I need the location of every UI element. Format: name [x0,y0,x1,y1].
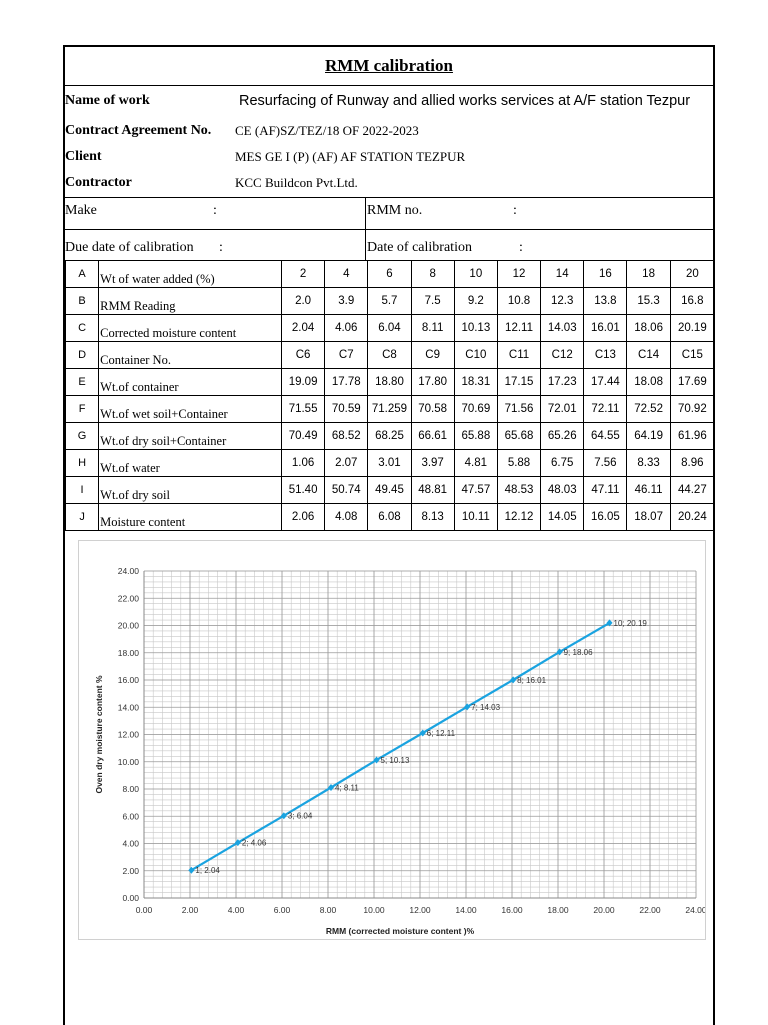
table-cell: 9.2 [454,288,497,315]
table-cell: 16.01 [584,315,627,342]
client-label: Client [65,149,102,164]
row-code: H [66,450,99,477]
x-tick-label: 2.00 [181,905,199,915]
table-cell: 61.96 [670,423,714,450]
table-cell: C6 [281,342,324,369]
row-code: E [66,369,99,396]
row-label: Wt.of container [99,369,282,396]
table-cell: 44.27 [670,477,714,504]
table-cell: 68.25 [368,423,411,450]
y-tick-label: 6.00 [122,811,139,822]
data-label: 3; 6.04 [287,811,313,821]
table-cell: 13.8 [584,288,627,315]
table-cell: 18.80 [368,369,411,396]
table-cell: 3.9 [325,288,368,315]
table-cell: 6.08 [368,504,411,531]
table-cell: 10.13 [454,315,497,342]
table-row [66,342,715,369]
table-cell: 2.06 [281,504,324,531]
table-cell: 72.11 [584,396,627,423]
table-cell: 6.04 [368,315,411,342]
table-cell: 50.74 [325,477,368,504]
table-row [66,423,715,450]
table-cell: C9 [411,342,454,369]
chart-area [78,540,706,940]
table-cell: 70.69 [454,396,497,423]
table-row [66,504,715,531]
rmm-no-colon: : [513,203,517,218]
x-tick-label: 14.00 [455,905,477,915]
table-cell: 20.19 [670,315,714,342]
table-cell: 18.06 [627,315,670,342]
table-cell: 65.68 [497,423,540,450]
data-label: 10; 20.19 [613,618,647,628]
table-cell: 15.3 [627,288,670,315]
x-tick-label: 16.00 [501,905,523,915]
table-cell: 10.11 [454,504,497,531]
table-cell: 19.09 [281,369,324,396]
divider [365,229,366,260]
table-cell: 17.80 [411,369,454,396]
y-tick-label: 10.00 [117,756,139,767]
x-tick-label: 24.00 [685,905,705,915]
title-row [65,47,713,86]
table-cell: 4.06 [325,315,368,342]
table-row [66,477,715,504]
row-code: B [66,288,99,315]
divider [365,197,366,229]
table-cell: C14 [627,342,670,369]
row-label: RMM Reading [99,288,282,315]
table-cell: 17.69 [670,369,714,396]
table-cell: 3.97 [411,450,454,477]
table-cell: 6 [368,261,411,288]
x-tick-label: 12.00 [409,905,431,915]
table-cell: 18 [627,261,670,288]
data-label: 8; 16.01 [517,675,547,685]
table-cell: 66.61 [411,423,454,450]
row-label: Wt.of dry soil+Container [99,423,282,450]
contractor-label: Contractor [65,175,132,190]
table-cell: 70.58 [411,396,454,423]
table-cell: 14.05 [541,504,584,531]
table-cell: 8.33 [627,450,670,477]
table-cell: 1.06 [281,450,324,477]
table-cell: 2 [281,261,324,288]
row-label: Wt.of wet soil+Container [99,396,282,423]
y-tick-label: 22.00 [117,593,139,604]
table-cell: 51.40 [281,477,324,504]
y-tick-label: 4.00 [122,838,139,849]
table-cell: C12 [541,342,584,369]
x-tick-label: 10.00 [363,905,385,915]
row-label: Wt.of dry soil [99,477,282,504]
x-tick-label: 20.00 [593,905,615,915]
data-label: 6; 12.11 [426,729,456,739]
table-cell: 5.88 [497,450,540,477]
table-cell: 47.57 [454,477,497,504]
table-cell: 14 [541,261,584,288]
table-cell: 8 [411,261,454,288]
table-cell: 20.24 [670,504,714,531]
y-tick-label: 14.00 [117,702,139,713]
y-tick-label: 16.00 [117,675,139,685]
y-tick-label: 0.00 [122,893,139,903]
x-tick-label: 22.00 [639,905,661,915]
y-tick-label: 18.00 [117,647,139,658]
y-axis-label: Oven dry moisture content % [94,675,104,794]
table-cell: 70.49 [281,423,324,450]
table-cell: 10.8 [497,288,540,315]
table-cell: 64.19 [627,423,670,450]
table-cell: 16.8 [670,288,714,315]
date-of-calibration-colon: : [519,240,523,255]
table-cell: 65.88 [454,423,497,450]
table-cell: 72.01 [541,396,584,423]
row-label: Moisture content [99,504,282,531]
rmm-no-label: RMM no. [367,203,423,218]
row-code: I [66,477,99,504]
name-of-work-value: Resurfacing of Runway and allied works services at A/F station Tezpur [239,93,691,109]
table-cell: 6.75 [541,450,584,477]
table-cell: 46.11 [627,477,670,504]
table-cell: 2.0 [281,288,324,315]
name-of-work-label: Name of work [65,93,150,108]
x-tick-label: 0.00 [135,905,153,915]
x-tick-label: 6.00 [273,905,291,915]
row-code: F [66,396,99,423]
table-cell: 18.31 [454,369,497,396]
table-cell: 70.59 [325,396,368,423]
row-label: Container No. [99,342,282,369]
table-cell: 8.13 [411,504,454,531]
table-cell: 47.11 [584,477,627,504]
calibration-sheet [63,45,715,1025]
due-date-label: Due date of calibration [65,240,194,255]
table-cell: 65.26 [541,423,584,450]
table-cell: 4.81 [454,450,497,477]
y-tick-label: 24.00 [117,566,139,576]
table-row [66,396,715,423]
data-label: 1; 2.04 [195,866,220,876]
data-label: 5; 10.13 [380,755,410,765]
table-cell: 17.23 [541,369,584,396]
table-cell: 18.08 [627,369,670,396]
table-cell: 71.259 [368,396,411,423]
row-code: J [66,504,99,531]
contractor-value: KCC Buildcon Pvt.Ltd. [235,175,358,190]
table-cell: 72.52 [627,396,670,423]
table-cell: 48.81 [411,477,454,504]
table-cell: C7 [325,342,368,369]
table-cell: 20 [670,261,714,288]
table-cell: 5.7 [368,288,411,315]
table-cell: 48.03 [541,477,584,504]
table-row [66,261,715,288]
y-tick-label: 12.00 [117,729,139,740]
table-cell: 71.56 [497,396,540,423]
table-cell: 16 [584,261,627,288]
table-cell: 17.15 [497,369,540,396]
x-tick-label: 18.00 [547,905,569,915]
y-tick-label: 20.00 [117,620,139,631]
divider [65,229,713,230]
table-cell: 68.52 [325,423,368,450]
table-cell: C10 [454,342,497,369]
y-tick-label: 8.00 [122,784,139,794]
x-axis-label: RMM (corrected moisture content )% [325,926,475,936]
table-cell: 12 [497,261,540,288]
table-cell: C11 [497,342,540,369]
data-label: 4; 8.11 [334,783,359,793]
table-cell: 18.07 [627,504,670,531]
make-colon: : [213,203,217,218]
table-row [66,450,715,477]
row-label: Wt.of water [99,450,282,477]
table-cell: 17.44 [584,369,627,396]
row-code: G [66,423,99,450]
row-label: Wt of water added (%) [99,261,282,288]
table-row [66,288,715,315]
table-cell: 17.78 [325,369,368,396]
table-cell: 10 [454,261,497,288]
table-cell: 48.53 [497,477,540,504]
x-tick-label: 4.00 [227,905,245,915]
table-cell: 14.03 [541,315,584,342]
table-cell: 8.11 [411,315,454,342]
table-cell: C8 [368,342,411,369]
client-value: MES GE I (P) (AF) AF STATION TEZPUR [235,149,466,164]
row-code: A [66,261,99,288]
data-label: 2; 4.06 [241,838,267,848]
y-tick-label: 2.00 [122,865,139,876]
data-label: 7; 14.03 [471,702,501,712]
table-cell: 64.55 [584,423,627,450]
table-cell: 49.45 [368,477,411,504]
table-cell: 4.08 [325,504,368,531]
divider [65,197,713,198]
table-cell: 8.96 [670,450,714,477]
table-cell: 70.92 [670,396,714,423]
table-cell: C13 [584,342,627,369]
table-cell: 12.12 [497,504,540,531]
page-title: RMM calibration [325,56,453,75]
table-cell: C15 [670,342,714,369]
calibration-chart [79,541,705,939]
table-cell: 71.55 [281,396,324,423]
calibration-table [65,260,715,531]
contract-value: CE (AF)SZ/TEZ/18 OF 2022-2023 [235,123,419,138]
row-code: C [66,315,99,342]
table-row [66,315,715,342]
table-cell: 12.11 [497,315,540,342]
table-cell: 4 [325,261,368,288]
table-cell: 12.3 [541,288,584,315]
make-label: Make [65,203,97,218]
contract-label: Contract Agreement No. [65,123,212,138]
x-tick-label: 8.00 [319,905,337,915]
table-cell: 16.05 [584,504,627,531]
table-row [66,369,715,396]
data-label: 9; 18.06 [563,647,593,657]
table-cell: 2.07 [325,450,368,477]
row-label: Corrected moisture content [99,315,282,342]
row-code: D [66,342,99,369]
date-of-calibration-label: Date of calibration [367,240,472,255]
table-cell: 7.56 [584,450,627,477]
table-cell: 2.04 [281,315,324,342]
table-cell: 7.5 [411,288,454,315]
due-date-colon: : [219,240,223,255]
table-cell: 3.01 [368,450,411,477]
